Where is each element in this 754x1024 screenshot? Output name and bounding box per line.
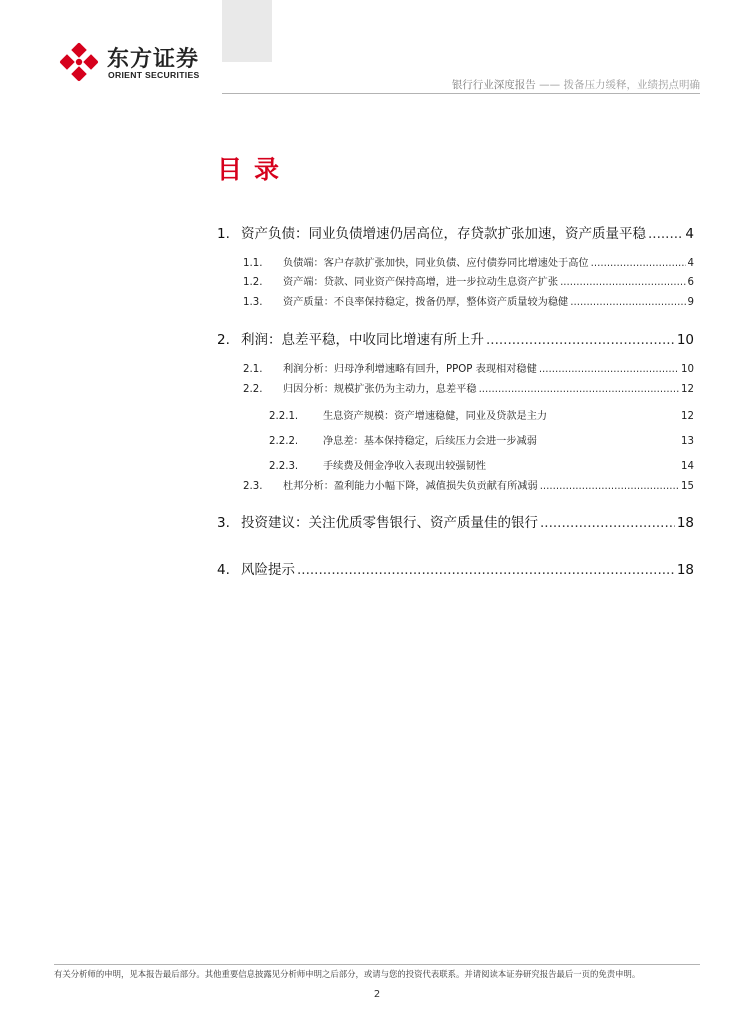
toc-entry-1[interactable] xyxy=(217,222,694,242)
toc-dot-leader xyxy=(540,515,675,531)
toc-entry-2[interactable] xyxy=(217,328,694,348)
toc-entry-page: 4 xyxy=(685,226,694,242)
toc-entry-text: 利润：息差平稳，中收同比增速有所上升 xyxy=(241,332,484,348)
toc-entry-page: 13 xyxy=(681,436,694,447)
toc-entry-4[interactable] xyxy=(217,558,694,578)
toc-entry-text: 资产负债：同业负债增速仍居高位，存贷款扩张加速，资产质量平稳 xyxy=(241,226,646,242)
toc-entry-page: 10 xyxy=(676,332,694,348)
toc-entry-number: 1.3. xyxy=(243,297,263,308)
toc-dot-leader xyxy=(570,297,685,308)
toc-entry-number: 1.2. xyxy=(243,277,263,288)
toc-entry-text: 净息差：基本保持稳定，后续压力会进一步减弱 xyxy=(323,436,537,447)
toc-title: 目录 xyxy=(217,155,292,184)
toc-entry-text: 手续费及佣金净收入表现出较强韧性 xyxy=(323,461,486,472)
toc-entry-number: 2.3. xyxy=(243,481,263,492)
page-number: 2 xyxy=(373,989,381,1000)
report-type: 银行行业深度报告 xyxy=(451,79,536,91)
toc-dot-leader xyxy=(648,226,683,242)
toc-entry-1-2[interactable] xyxy=(243,273,694,288)
toc-entry-page: 9 xyxy=(687,297,694,308)
toc-entry-text: 归因分析：规模扩张仍为主动力，息差平稳 xyxy=(283,384,477,395)
toc-entry-text: 杜邦分析：盈利能力小幅下降，减值损失负贡献有所减弱 xyxy=(283,481,538,492)
toc-entry-2-2-1[interactable] xyxy=(269,407,694,422)
toc-entry-1-1[interactable] xyxy=(243,254,694,269)
toc-entry-number: 3. xyxy=(217,515,230,531)
toc-entry-page: 10 xyxy=(681,364,694,375)
toc-entry-number: 4. xyxy=(217,562,230,578)
toc-entry-2-2[interactable] xyxy=(243,380,694,395)
toc-entry-page: 12 xyxy=(681,384,694,395)
toc-entry-text: 利润分析：归母净利增速略有回升，PPOP 表现相对稳健 xyxy=(283,364,537,375)
toc-entry-1-3[interactable] xyxy=(243,293,694,308)
report-subtitle: 拨备压力缓释，业绩拐点明确 xyxy=(563,79,700,91)
toc-entry-number: 2.2. xyxy=(243,384,263,395)
toc-entry-text: 风险提示 xyxy=(241,562,295,578)
footer-divider xyxy=(54,964,700,965)
toc-entry-number: 2. xyxy=(217,332,230,348)
toc-dot-leader xyxy=(479,384,679,395)
toc-entry-page: 18 xyxy=(676,562,694,578)
header-divider xyxy=(222,93,700,94)
diamond-x-logo-icon xyxy=(57,40,101,84)
toc-dot-leader xyxy=(591,258,686,269)
header-tagline xyxy=(452,77,700,92)
toc-dot-leader xyxy=(560,277,685,288)
toc-entry-text: 生息资产规模：资产增速稳健，同业及贷款是主力 xyxy=(323,411,548,422)
toc-entry-number: 1.1. xyxy=(243,258,263,269)
toc-entry-text: 资产质量：不良率保持稳定，拨备仍厚，整体资产质量较为稳健 xyxy=(283,297,569,308)
toc-entry-3[interactable] xyxy=(217,511,694,531)
toc-entry-page: 4 xyxy=(687,258,694,269)
toc-entry-text: 投资建议：关注优质零售银行、资产质量佳的银行 xyxy=(241,515,538,531)
tagline-separator: —— xyxy=(539,79,561,91)
toc-entry-number: 2.2.3. xyxy=(269,461,299,472)
header-top-band xyxy=(222,0,272,62)
toc-entry-number: 2.1. xyxy=(243,364,263,375)
toc-entry-2-2-2[interactable] xyxy=(269,432,694,447)
toc-entry-number: 1. xyxy=(217,226,230,242)
footer-disclaimer: 有关分析师的申明，见本报告最后部分。其他重要信息披露见分析师申明之后部分，或请与您的投资代表联系。并请阅读本证券研究报告最后一页的免责申明。 xyxy=(54,969,641,979)
toc-dot-leader xyxy=(540,481,679,492)
toc-dot-leader xyxy=(539,364,679,375)
toc-entry-page: 15 xyxy=(681,481,694,492)
toc-entry-page: 6 xyxy=(687,277,694,288)
toc-entry-page: 12 xyxy=(681,411,694,422)
toc-entry-page: 18 xyxy=(676,515,694,531)
toc-entry-text: 负债端：客户存款扩张加快，同业负债、应付债券同比增速处于高位 xyxy=(283,258,589,269)
logo-chinese-name: 东方证券 xyxy=(107,47,200,72)
toc-entry-2-1[interactable] xyxy=(243,360,694,375)
logo-english-name: ORIENT SECURITIES xyxy=(108,70,200,80)
toc-dot-leader xyxy=(486,332,675,348)
toc-dot-leader xyxy=(297,562,675,578)
toc-entry-text: 资产端：贷款、同业资产保持高增，进一步拉动生息资产扩张 xyxy=(283,277,559,288)
toc-entry-page: 14 xyxy=(681,461,694,472)
toc-entry-number: 2.2.1. xyxy=(269,411,299,422)
company-logo xyxy=(57,40,217,86)
toc-entry-number: 2.2.2. xyxy=(269,436,299,447)
toc-entry-2-2-3[interactable] xyxy=(269,457,694,472)
toc-entry-2-3[interactable] xyxy=(243,477,694,492)
